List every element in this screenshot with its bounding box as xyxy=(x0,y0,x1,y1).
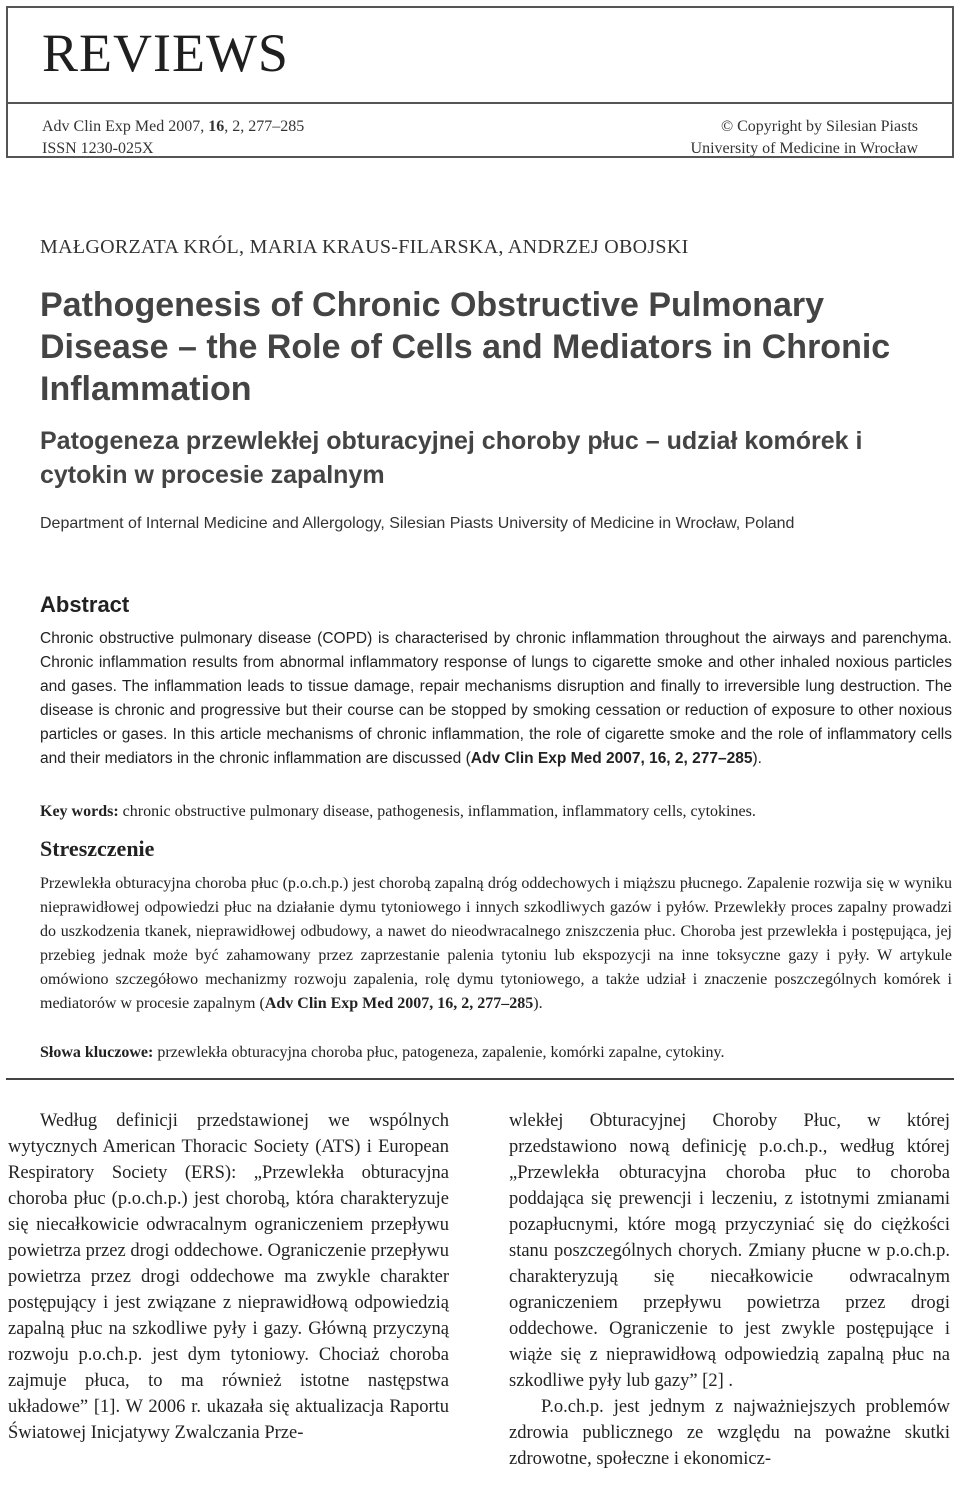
abstract-end: ). xyxy=(752,750,762,767)
issn: ISSN 1230-025X xyxy=(42,140,154,157)
journal-header xyxy=(6,6,954,158)
journal-name: Adv Clin Exp Med 2007, xyxy=(42,118,205,135)
journal-citation xyxy=(42,116,304,138)
copyright-line-1: © Copyright by Silesian Piasts xyxy=(720,118,918,135)
body-column-right xyxy=(509,1108,950,1472)
section-label: REVIEWS xyxy=(42,23,289,83)
streszczenie-text xyxy=(40,872,952,1016)
author-list: MAŁGORZATA KRÓL, MARIA KRAUS-FILARSKA, ANDRZEJ OBOJSKI xyxy=(40,236,689,258)
article-title-polish: Patogeneza przewlekłej obturacyjnej choroby płuc – udział komórek i cytokin w procesie zapalnym xyxy=(40,427,863,489)
body-column-left: Według definicji przedstawionej we wspólnych wytycznych American Thoracic Society (ATS) i European Respiratory Society (ERS): „Przewlekła obturacyjna choroba płuc (p.o.ch.p.) jest chorobą, która charakteryzuje się niecałkowicie odwracalnym ograniczeniem przepływu powietrza przez drogi oddechowe. Ograniczenie przepływu powietrza przez drogi oddechowe ma zwykle charakter postępujący i jest związane z nieprawidłową odpowiedzią zapalną płuc na szkodliwe pyły i gazy. Główną przyczyną rozwoju p.o.ch.p. jest dym tytoniowy. Chociaż choroba zajmuje płuca, to ma również istotne następstwa układowe” [1]. W 2006 r. ukazała się aktualizacja Raportu Światowej Inicjatywy Zwalczania Prze- xyxy=(8,1111,449,1443)
section-divider xyxy=(6,1078,954,1080)
slowa-text: przewlekła obturacyjna choroba płuc, patogeneza, zapalenie, komórki zapalne, cytokiny. xyxy=(153,1044,725,1061)
abstract-citation: Adv Clin Exp Med 2007, 16, 2, 277–285 xyxy=(470,750,753,767)
streszczenie-citation: Adv Clin Exp Med 2007, 16, 2, 277–285 xyxy=(264,995,534,1012)
abstract-body: Chronic obstructive pulmonary disease (COPD) is characterised by chronic inflammation throughout the airways and parenchyma. Chronic inflammation results from abnormal inflammatory response of lungs to cigarette smoke and other inhaled noxious particles and gases. The inflammation leads to tissue damage, repair mechanisms disruption and finally to irreversible lung destruction. The disease is chronic and progressive but their course can be stopped by smoking cessation or reduction of exposure to other noxious particles or gases. In this article mechanisms of chronic inflammation, the role of cigarette smoke and the role of inflammatory cells and their mediators in the chronic inflammation are discussed ( xyxy=(40,630,952,767)
abstract-text xyxy=(40,627,952,771)
streszczenie-heading: Streszczenie xyxy=(40,836,155,861)
body-paragraph: P.o.ch.p. jest jednym z najważniejszych problemów zdrowia publicznego ze względu na poważne skutki zdrowotne, społeczne i ekonomicz- xyxy=(509,1397,950,1469)
journal-info xyxy=(42,116,304,160)
journal-volume: 16 xyxy=(208,118,225,135)
header-divider xyxy=(8,102,952,104)
streszczenie-body: Przewlekła obturacyjna choroba płuc (p.o.ch.p.) jest chorobą zapalną dróg oddechowych i miąższu płucnego. Zapalenie rozwija się w wyniku nieprawidłowej odpowiedzi płuc na działanie dymu tytoniowego i innych szkodliwych gazów i pyłów. Przewlekły proces zapalny prowadzi do uszkodzenia tkanek, nieprawidłowej odbudowy, a nawet do nieodwracalnego zniszczenia płuc. Choroba jest przewlekła i postępująca, jej przebieg jednak może być zahamowany przez zaprzestanie palenia tytoniu lub ekspozycji na inne toksyczne gazy i pyły. W artykule omówiono szczegółowo mechanizmy rozwoju zapalenia, rolę dymu tytoniowego, a także udział i znaczenie poszczególnych komórek i mediatorów w procesie zapalnym ( xyxy=(40,875,952,1012)
keywords-label: Key words: xyxy=(40,803,119,820)
keywords xyxy=(40,800,952,824)
copyright-info xyxy=(691,116,918,160)
keywords-text: chronic obstructive pulmonary disease, pathogenesis, inflammation, inflammatory cells, cytokines. xyxy=(118,803,756,820)
slowa-label: Słowa kluczowe: xyxy=(40,1044,154,1061)
body-paragraph: wlekłej Obturacyjnej Choroby Płuc, w której przedstawiono nową definicję p.o.ch.p., według której „Przewlekła obturacyjna choroba płuc to choroba poddająca się prewencji i leczeniu, z istotnymi zmianami pozapłucnymi, które mogą przyczyniać się do ciężkości stanu poszczególnych chorych. Zmiany płucne w p.o.ch.p. charakteryzują się niecałkowicie odwracalnym ograniczeniem przepływu powietrza przez drogi oddechowe. Ograniczenie to jest zwykle postępujące i wiąże się z nieprawidłową odpowiedzią zapalną płuc na szkodliwe pyły lub gazy” [2] . xyxy=(509,1111,950,1391)
article-title: Pathogenesis of Chronic Obstructive Pulmonary Disease – the Role of Cells and Mediators in Chronic Inflammation xyxy=(40,286,891,408)
abstract-heading: Abstract xyxy=(40,592,130,617)
streszczenie-end: ). xyxy=(533,995,543,1012)
slowa-kluczowe xyxy=(40,1041,952,1065)
copyright-line-2: University of Medicine in Wrocław xyxy=(690,140,918,157)
journal-issue-pages: , 2, 277–285 xyxy=(224,118,305,135)
affiliation: Department of Internal Medicine and Allergology, Silesian Piasts University of Medicine in Wrocław, Poland xyxy=(40,515,795,532)
